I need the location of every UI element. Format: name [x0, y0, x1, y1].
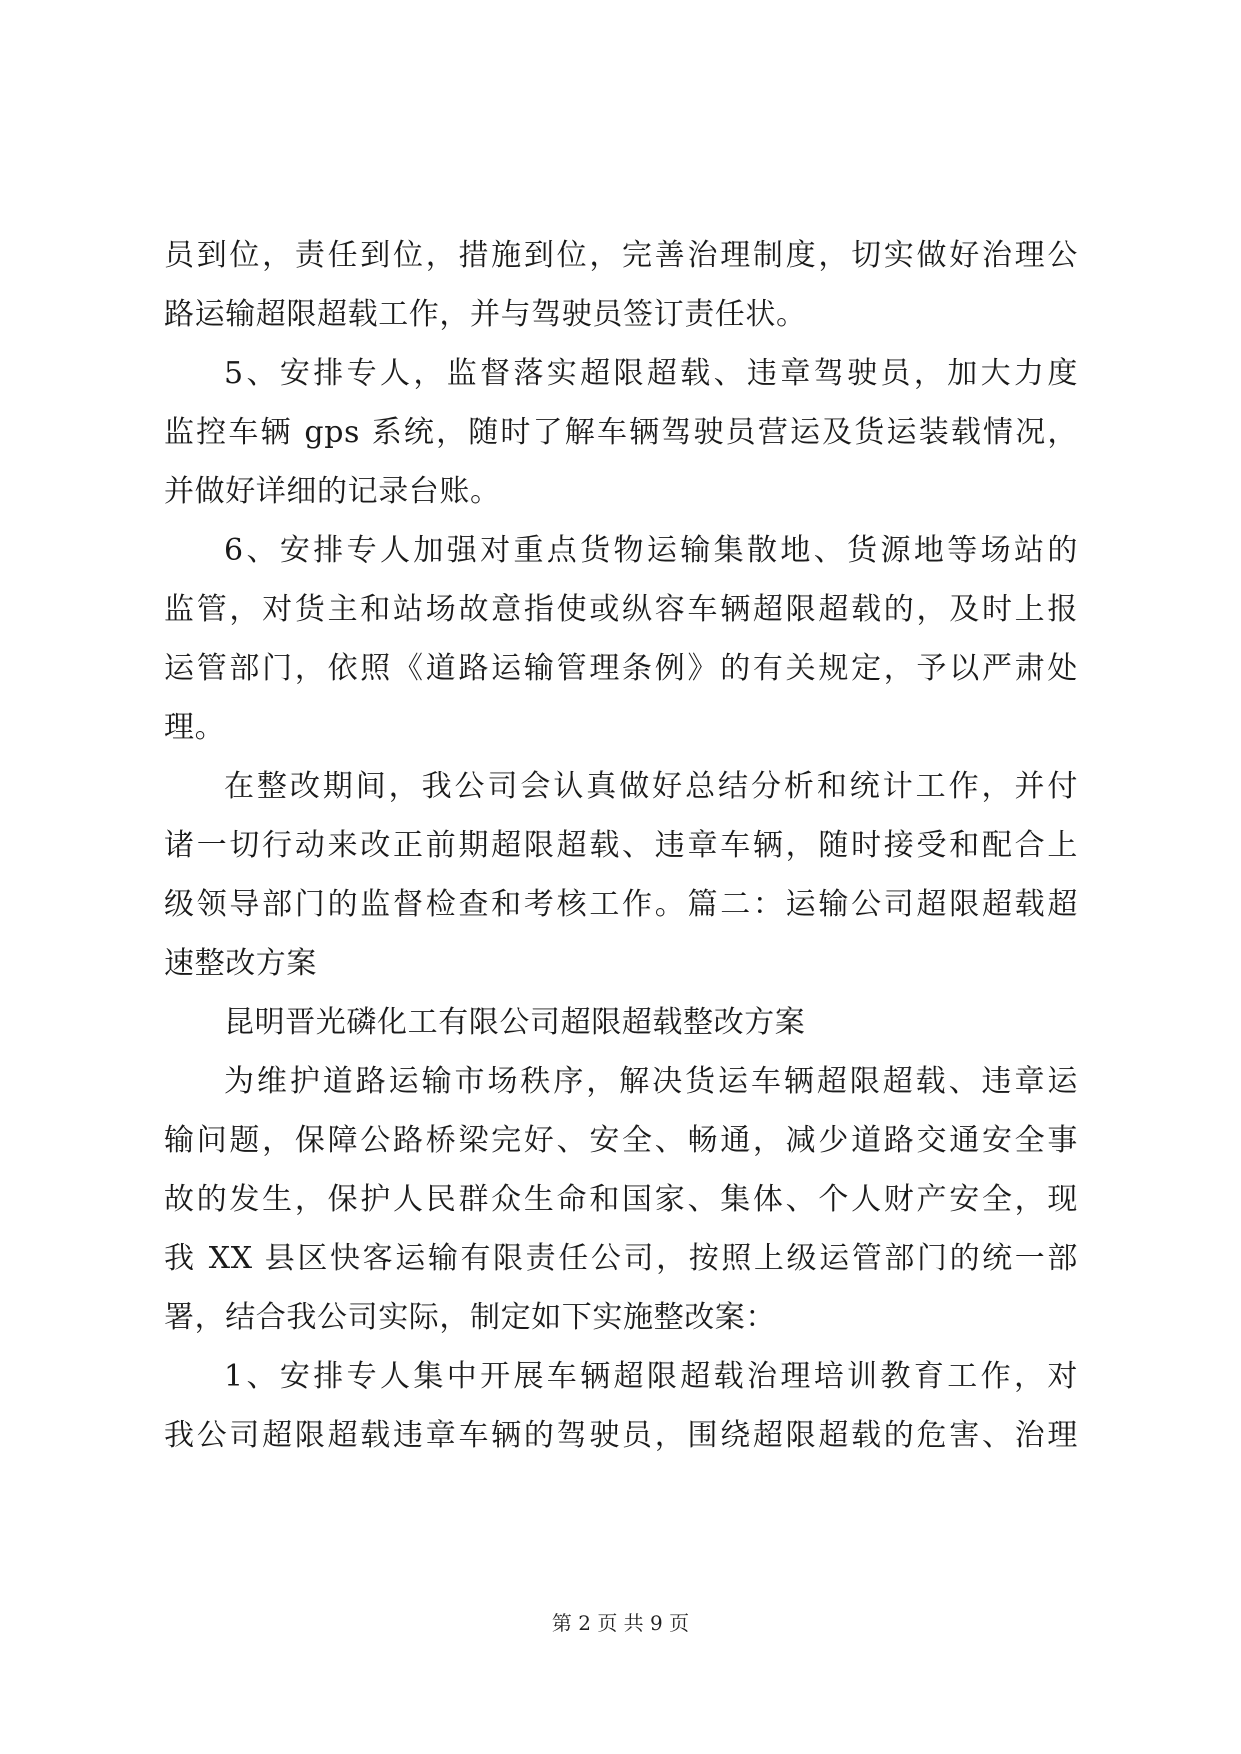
text-line: 署，结合我公司实际，制定如下实施整改案： — [164, 1300, 776, 1335]
text-line: 为维护道路运输市场秩序，解决货运车辆超限超载、违章运 — [224, 1064, 1078, 1099]
text-line: 监管，对货主和站场故意指使或纵容车辆超限超载的，及时上报 — [164, 592, 1078, 627]
section-heading: 昆明晋光磷化工有限公司超限超载整改方案 — [224, 1005, 806, 1040]
text-line: 速整改方案 — [164, 946, 317, 981]
text-line: 理。 — [164, 710, 226, 745]
text-line: 运管部门，依照《道路运输管理条例》的有关规定，予以严肃处 — [164, 651, 1078, 686]
text-line: 1、安排专人集中开展车辆超限超载治理培训教育工作，对 — [224, 1359, 1078, 1394]
text-line: 监控车辆 gps 系统，随时了解车辆驾驶员营运及货运装载情况， — [164, 415, 1078, 450]
text-line: 诸一切行动来改正前期超限超载、违章车辆，随时接受和配合上 — [164, 828, 1078, 863]
text-line: 我公司超限超载违章车辆的驾驶员，围绕超限超载的危害、治理 — [164, 1418, 1078, 1453]
text-line: 级领导部门的监督检查和考核工作。篇二：运输公司超限超载超 — [164, 887, 1078, 922]
text-line: 6、安排专人加强对重点货物运输集散地、货源地等场站的 — [224, 533, 1078, 568]
text-line: 在整改期间，我公司会认真做好总结分析和统计工作，并付 — [224, 769, 1078, 804]
text-line: 输问题，保障公路桥梁完好、安全、畅通，减少道路交通安全事 — [164, 1123, 1078, 1158]
text-line: 路运输超限超载工作，并与驾驶员签订责任状。 — [164, 297, 807, 332]
text-line: 员到位，责任到位，措施到位，完善治理制度，切实做好治理公 — [164, 238, 1078, 273]
text-line: 我 XX 县区快客运输有限责任公司，按照上级运管部门的统一部 — [164, 1241, 1078, 1276]
text-line: 5、安排专人，监督落实超限超载、违章驾驶员，加大力度 — [224, 356, 1078, 391]
text-line: 并做好详细的记录台账。 — [164, 474, 501, 509]
document-body — [164, 226, 1078, 1465]
text-line: 故的发生，保护人民群众生命和国家、集体、个人财产安全，现 — [164, 1182, 1078, 1217]
page-number-footer: 第 2 页 共 9 页 — [551, 1611, 690, 1635]
